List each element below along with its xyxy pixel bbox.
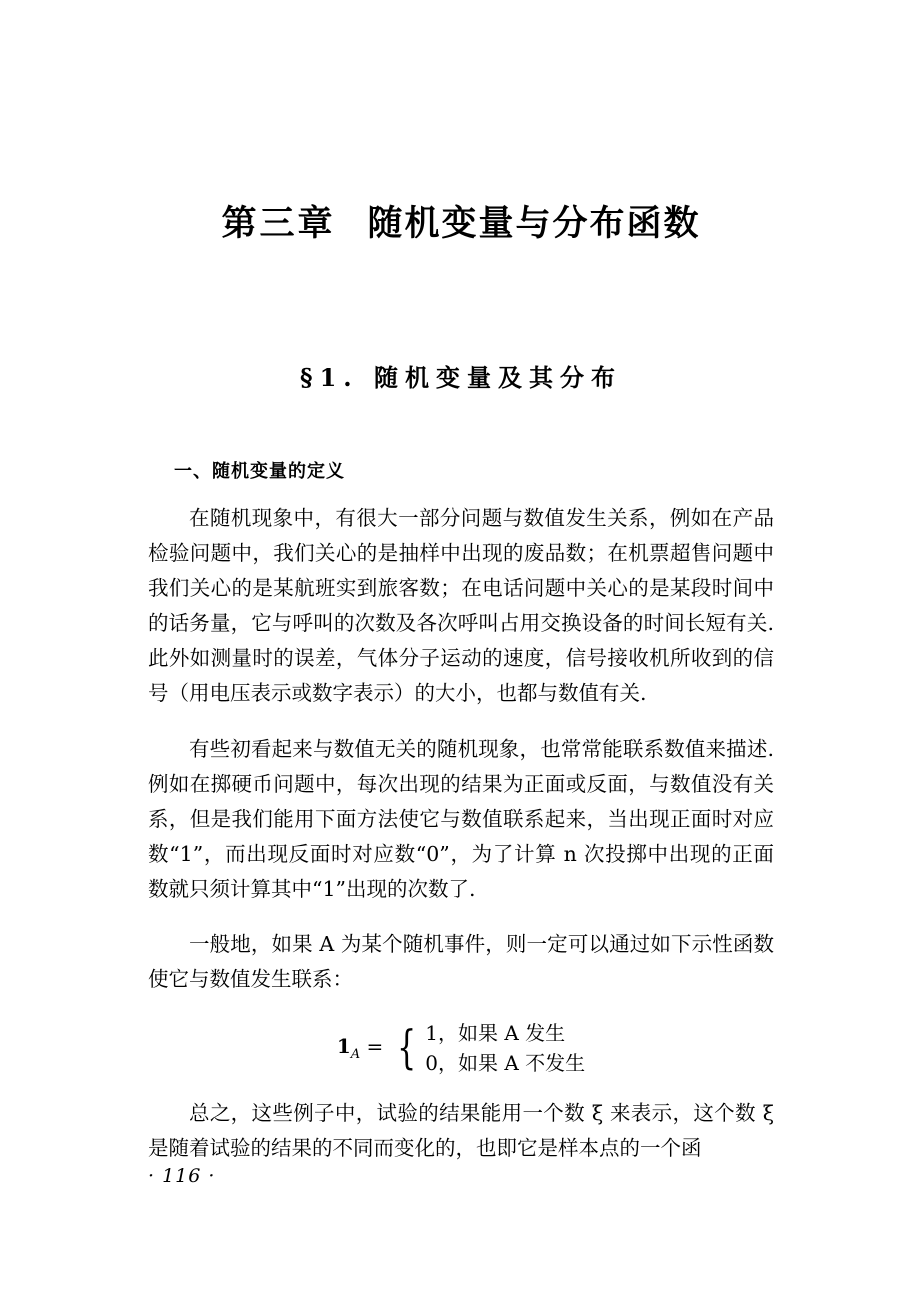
chapter-number: 第三章 <box>221 203 336 244</box>
formula-lhs-symbol: 1 <box>336 1034 351 1058</box>
indicator-function-formula <box>148 1018 774 1078</box>
subsection-heading: 一、随机变量的定义 <box>174 461 345 482</box>
paragraph-4: 总之，这些例子中，试验的结果能用一个数 ξ 来表示，这个数 ξ 是随着试验的结果的不同而变化的，也即它是样本点的一个函 <box>148 1100 774 1160</box>
formula-lhs <box>336 1034 361 1062</box>
left-brace-icon: { <box>396 1019 416 1074</box>
paragraph-2: 有些初看起来与数值无关的随机现象，也常常能联系数值来描述. 例如在掷硬币问题中，每次出现的结果为正面或反面，与数值没有关系，但是我们能用下面方法使它与数值联系起来，当出现正面时对应数“1”，而出现反面时对应数“0”，为了计算 n 次投掷中出现的正面数就只须计算其中“1”出现的次数了. <box>148 736 774 901</box>
page-content <box>148 0 774 1186</box>
paragraph-1: 在随机现象中，有很大一部分问题与数值发生关系，例如在产品检验问题中，我们关心的是抽样中出现的废品数；在机票超售问题中我们关心的是某航班实到旅客数；在电话问题中关心的是某段时间中的话务量，它与呼叫的次数及各次呼叫占用交换设备的时间长短有关. 此外如测量时的误差，气体分子运动的速度，信号接收机所收到的信号（用电压表示或数字表示）的大小，也都与数值有关. <box>148 506 774 705</box>
chapter-title-text: 随机变量与分布函数 <box>367 203 701 244</box>
paragraph-3: 一般地，如果 A 为某个随机事件，则一定可以通过如下示性函数使它与数值发生联系： <box>148 932 774 991</box>
formula-cases <box>425 1018 585 1078</box>
chapter-heading <box>148 196 774 246</box>
section-heading: §1. 随机变量及其分布 <box>300 363 622 392</box>
formula-case-top: 1，如果 A 发生 <box>425 1020 566 1045</box>
formula-case-bottom: 0，如果 A 不发生 <box>425 1050 586 1075</box>
formula-lhs-subscript: A <box>350 1047 361 1062</box>
formula-body <box>337 1018 585 1078</box>
page-number: · 116 · <box>148 1165 216 1187</box>
formula-equals: = <box>366 1034 384 1058</box>
